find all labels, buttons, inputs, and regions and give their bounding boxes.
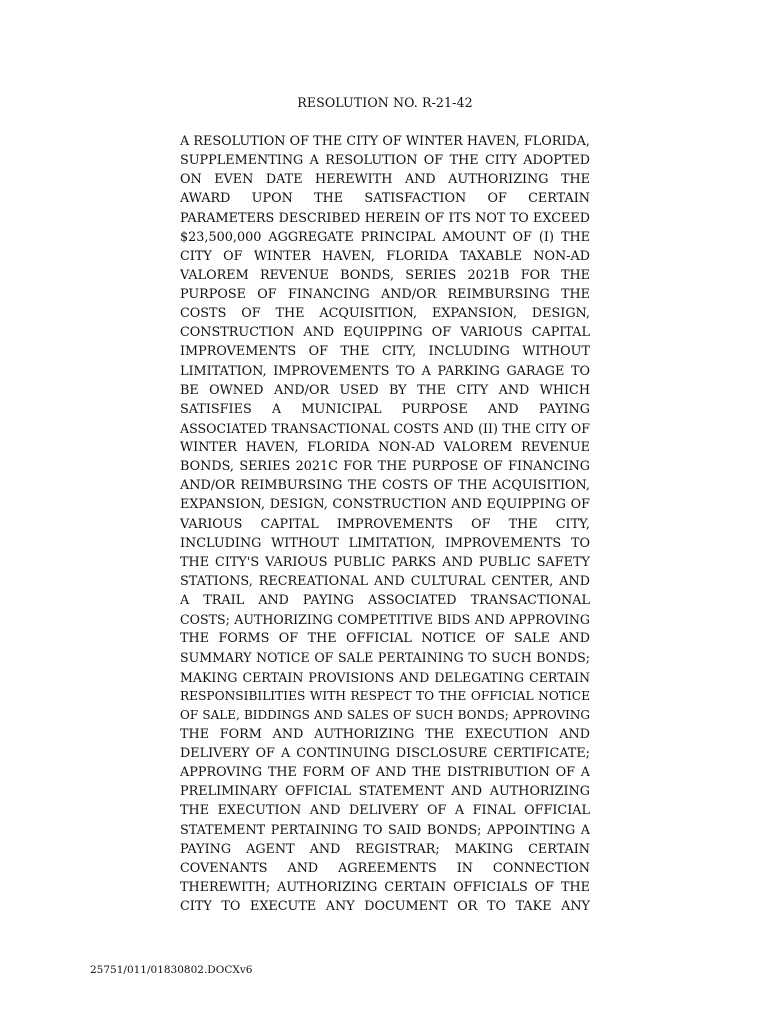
resolution-text-line: STATIONS, RECREATIONAL AND CULTURAL CENTER, AND — [180, 573, 590, 589]
resolution-text-line: SUPPLEMENTING A RESOLUTION OF THE CITY ADOPTED — [180, 153, 590, 169]
resolution-text-line: STATEMENT PERTAINING TO SAID BONDS; APPOINTING A — [180, 822, 590, 838]
resolution-text-line: $23,500,000 AGGREGATE PRINCIPAL AMOUNT OF (I) THE — [180, 229, 590, 245]
resolution-text-line: IMPROVEMENTS OF THE CITY, INCLUDING WITHOUT — [180, 344, 590, 360]
resolution-text-line: ON EVEN DATE HEREWITH AND AUTHORIZING THE — [180, 172, 590, 188]
resolution-text-line: CITY OF WINTER HAVEN, FLORIDA TAXABLE NON-AD — [180, 248, 590, 264]
resolution-text-line: THE EXECUTION AND DELIVERY OF A FINAL OFFICIAL — [180, 803, 590, 819]
resolution-text-line: WINTER HAVEN, FLORIDA NON-AD VALOREM REVENUE — [180, 440, 590, 455]
resolution-text-line: COSTS; AUTHORIZING COMPETITIVE BIDS AND APPROVING — [180, 612, 590, 628]
resolution-text-line: SUMMARY NOTICE OF SALE PERTAINING TO SUCH BONDS; — [180, 650, 590, 666]
resolution-text-line: COSTS OF THE ACQUISITION, EXPANSION, DESIGN, — [180, 306, 590, 322]
document-footer-id: 25751/011/01830802.DOCXv6 — [90, 964, 253, 976]
resolution-text-line: CONSTRUCTION AND EQUIPPING OF VARIOUS CAPITAL — [180, 325, 590, 341]
resolution-text-line: CITY TO EXECUTE ANY DOCUMENT OR TO TAKE ANY — [180, 899, 590, 914]
resolution-text-line: AND/OR REIMBURSING THE COSTS OF THE ACQUISITION, — [180, 478, 590, 494]
resolution-text-line: EXPANSION, DESIGN, CONSTRUCTION AND EQUIPPING OF — [180, 497, 590, 513]
resolution-text-line: THE CITY'S VARIOUS PUBLIC PARKS AND PUBLIC SAFETY — [180, 554, 590, 570]
resolution-text-line: OF SALE, BIDDINGS AND SALES OF SUCH BONDS; APPROVING — [180, 707, 590, 722]
resolution-text-line: DELIVERY OF A CONTINUING DISCLOSURE CERTIFICATE; — [180, 746, 590, 761]
resolution-text-line: A TRAIL AND PAYING ASSOCIATED TRANSACTIONAL — [180, 593, 590, 608]
resolution-text-line: A RESOLUTION OF THE CITY OF WINTER HAVEN, FLORIDA, — [180, 134, 590, 149]
resolution-text-line: BONDS, SERIES 2021C FOR THE PURPOSE OF FINANCING — [180, 459, 590, 475]
resolution-text-line: APPROVING THE FORM OF AND THE DISTRIBUTION OF A — [180, 765, 590, 781]
resolution-text-line: COVENANTS AND AGREEMENTS IN CONNECTION — [180, 860, 590, 876]
resolution-text-line: THEREWITH; AUTHORIZING CERTAIN OFFICIALS OF THE — [180, 879, 590, 895]
resolution-text-line: THE FORM AND AUTHORIZING THE EXECUTION AND — [180, 726, 590, 742]
resolution-text-line: ASSOCIATED TRANSACTIONAL COSTS AND (II) THE CITY OF — [180, 420, 590, 436]
resolution-text-line: SATISFIES A MUNICIPAL PURPOSE AND PAYING — [180, 401, 590, 417]
resolution-text-line: PARAMETERS DESCRIBED HEREIN OF ITS NOT TO EXCEED — [180, 210, 590, 226]
resolution-text-block — [180, 132, 590, 916]
resolution-text-line: AWARD UPON THE SATISFACTION OF CERTAIN — [180, 191, 590, 207]
resolution-text-line: PAYING AGENT AND REGISTRAR; MAKING CERTAIN — [180, 841, 590, 857]
resolution-text-line: LIMITATION, IMPROVEMENTS TO A PARKING GARAGE TO — [180, 363, 590, 379]
resolution-text-line: INCLUDING WITHOUT LIMITATION, IMPROVEMENTS TO — [180, 535, 590, 551]
resolution-text-line: THE FORMS OF THE OFFICIAL NOTICE OF SALE AND — [180, 631, 590, 647]
resolution-text-line: PRELIMINARY OFFICIAL STATEMENT AND AUTHORIZING — [180, 784, 590, 800]
resolution-text-line: BE OWNED AND/OR USED BY THE CITY AND WHICH — [180, 382, 590, 398]
resolution-text-line: RESPONSIBILITIES WITH RESPECT TO THE OFFICIAL NOTICE — [180, 688, 590, 703]
resolution-text-line: MAKING CERTAIN PROVISIONS AND DELEGATING CERTAIN — [180, 669, 590, 685]
resolution-text-line: PURPOSE OF FINANCING AND/OR REIMBURSING THE — [180, 287, 590, 302]
resolution-text-line: VALOREM REVENUE BONDS, SERIES 2021B FOR THE — [180, 267, 590, 283]
resolution-title: RESOLUTION NO. R-21-42 — [297, 95, 473, 110]
resolution-text-line: VARIOUS CAPITAL IMPROVEMENTS OF THE CITY, — [180, 516, 590, 532]
